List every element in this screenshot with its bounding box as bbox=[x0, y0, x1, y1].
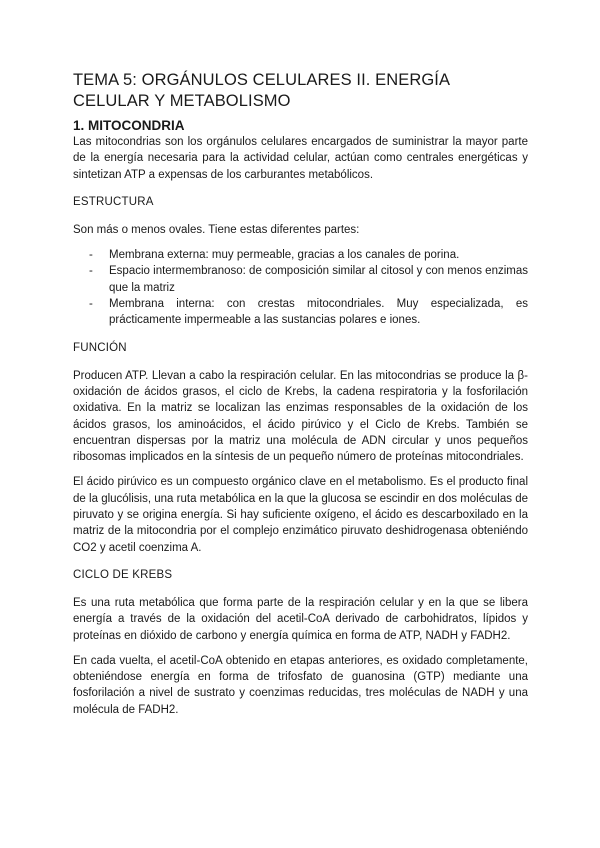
list-item-text: Membrana interna: con crestas mitocondriales. Muy especializada, es prácticamente impermeable a las sustancias polares e iones. bbox=[109, 298, 528, 327]
krebs-heading: CICLO DE KREBS bbox=[73, 568, 173, 581]
document-page bbox=[73, 70, 528, 718]
page-title: TEMA 5: ORGÁNULOS CELULARES II. ENERGÍA CELULAR Y METABOLISMO bbox=[73, 71, 450, 110]
funcion-paragraph-1: Producen ATP. Llevan a cabo la respiración celular. En las mitocondrias se produce la β-oxidación de ácidos grasos, el ciclo de Krebs, la cadena respiratoria y la fosforilación oxidativa. En la matriz se localizan las enzimas responsables de la oxidación de los ácidos grasos, los aminoácidos, el ácido pirúvico y el Ciclo de Krebs. También se encuentran dispersas por la matriz una molécula de ADN circular y unos pequeños ribosomas implicados en la síntesis de un pequeño número de proteínas mitocondriales. bbox=[73, 369, 528, 464]
estructura-lead: Son más o menos ovales. Tiene estas diferentes partes: bbox=[73, 223, 360, 236]
list-item-text: Espacio intermembranoso: de composición similar al citosol y con menos enzimas que la matriz bbox=[109, 265, 528, 294]
dash-bullet: - bbox=[89, 298, 93, 311]
krebs-paragraph-1: Es una ruta metabólica que forma parte de la respiración celular y en la que se libera energía a través de la oxidación del acetil-CoA derivado de carbohidratos, lípidos y proteínas en dióxido de carbono y energía química en forma de ATP, NADH y FADH2. bbox=[73, 596, 528, 642]
list-item bbox=[73, 247, 528, 263]
list-item bbox=[73, 263, 528, 296]
dash-bullet: - bbox=[89, 265, 93, 278]
list-item-text: Membrana externa: muy permeable, gracias a los canales de porina. bbox=[109, 249, 460, 262]
funcion-heading: FUNCIÓN bbox=[73, 341, 127, 354]
section-title: 1. MITOCONDRIA bbox=[73, 118, 185, 133]
intro-paragraph: Las mitocondrias son los orgánulos celulares encargados de suministrar la mayor parte de la energía necesaria para la actividad celular, actúan como centrales energéticas y sintetizan ATP a expensas de los carburantes metabólicos. bbox=[73, 136, 528, 181]
estructura-heading: ESTRUCTURA bbox=[73, 195, 154, 208]
list-item bbox=[73, 296, 528, 329]
dash-bullet: - bbox=[89, 249, 93, 262]
funcion-paragraph-2: El ácido pirúvico es un compuesto orgánico clave en el metabolismo. Es el producto final de la glucólisis, una ruta metabólica en la que la glucosa se escindir en dos moléculas de piruvato y se origina energía. Si hay suficiente oxígeno, el ácido es descarboxilado en la matriz de la mitocondria por el complejo enzimático piruvato deshidrogenasa obteniéndo CO2 y acetil coenzima A. bbox=[73, 476, 528, 554]
estructura-list bbox=[73, 247, 528, 328]
krebs-paragraph-2: En cada vuelta, el acetil-CoA obtenido en etapas anteriores, es oxidado completamente, obteniéndose energía en forma de trifosfato de guanosina (GTP) mediante una fosforilación a nivel de sustrato y coenzimas reducidas, tres moléculas de NADH y una molécula de FADH2. bbox=[73, 654, 528, 716]
